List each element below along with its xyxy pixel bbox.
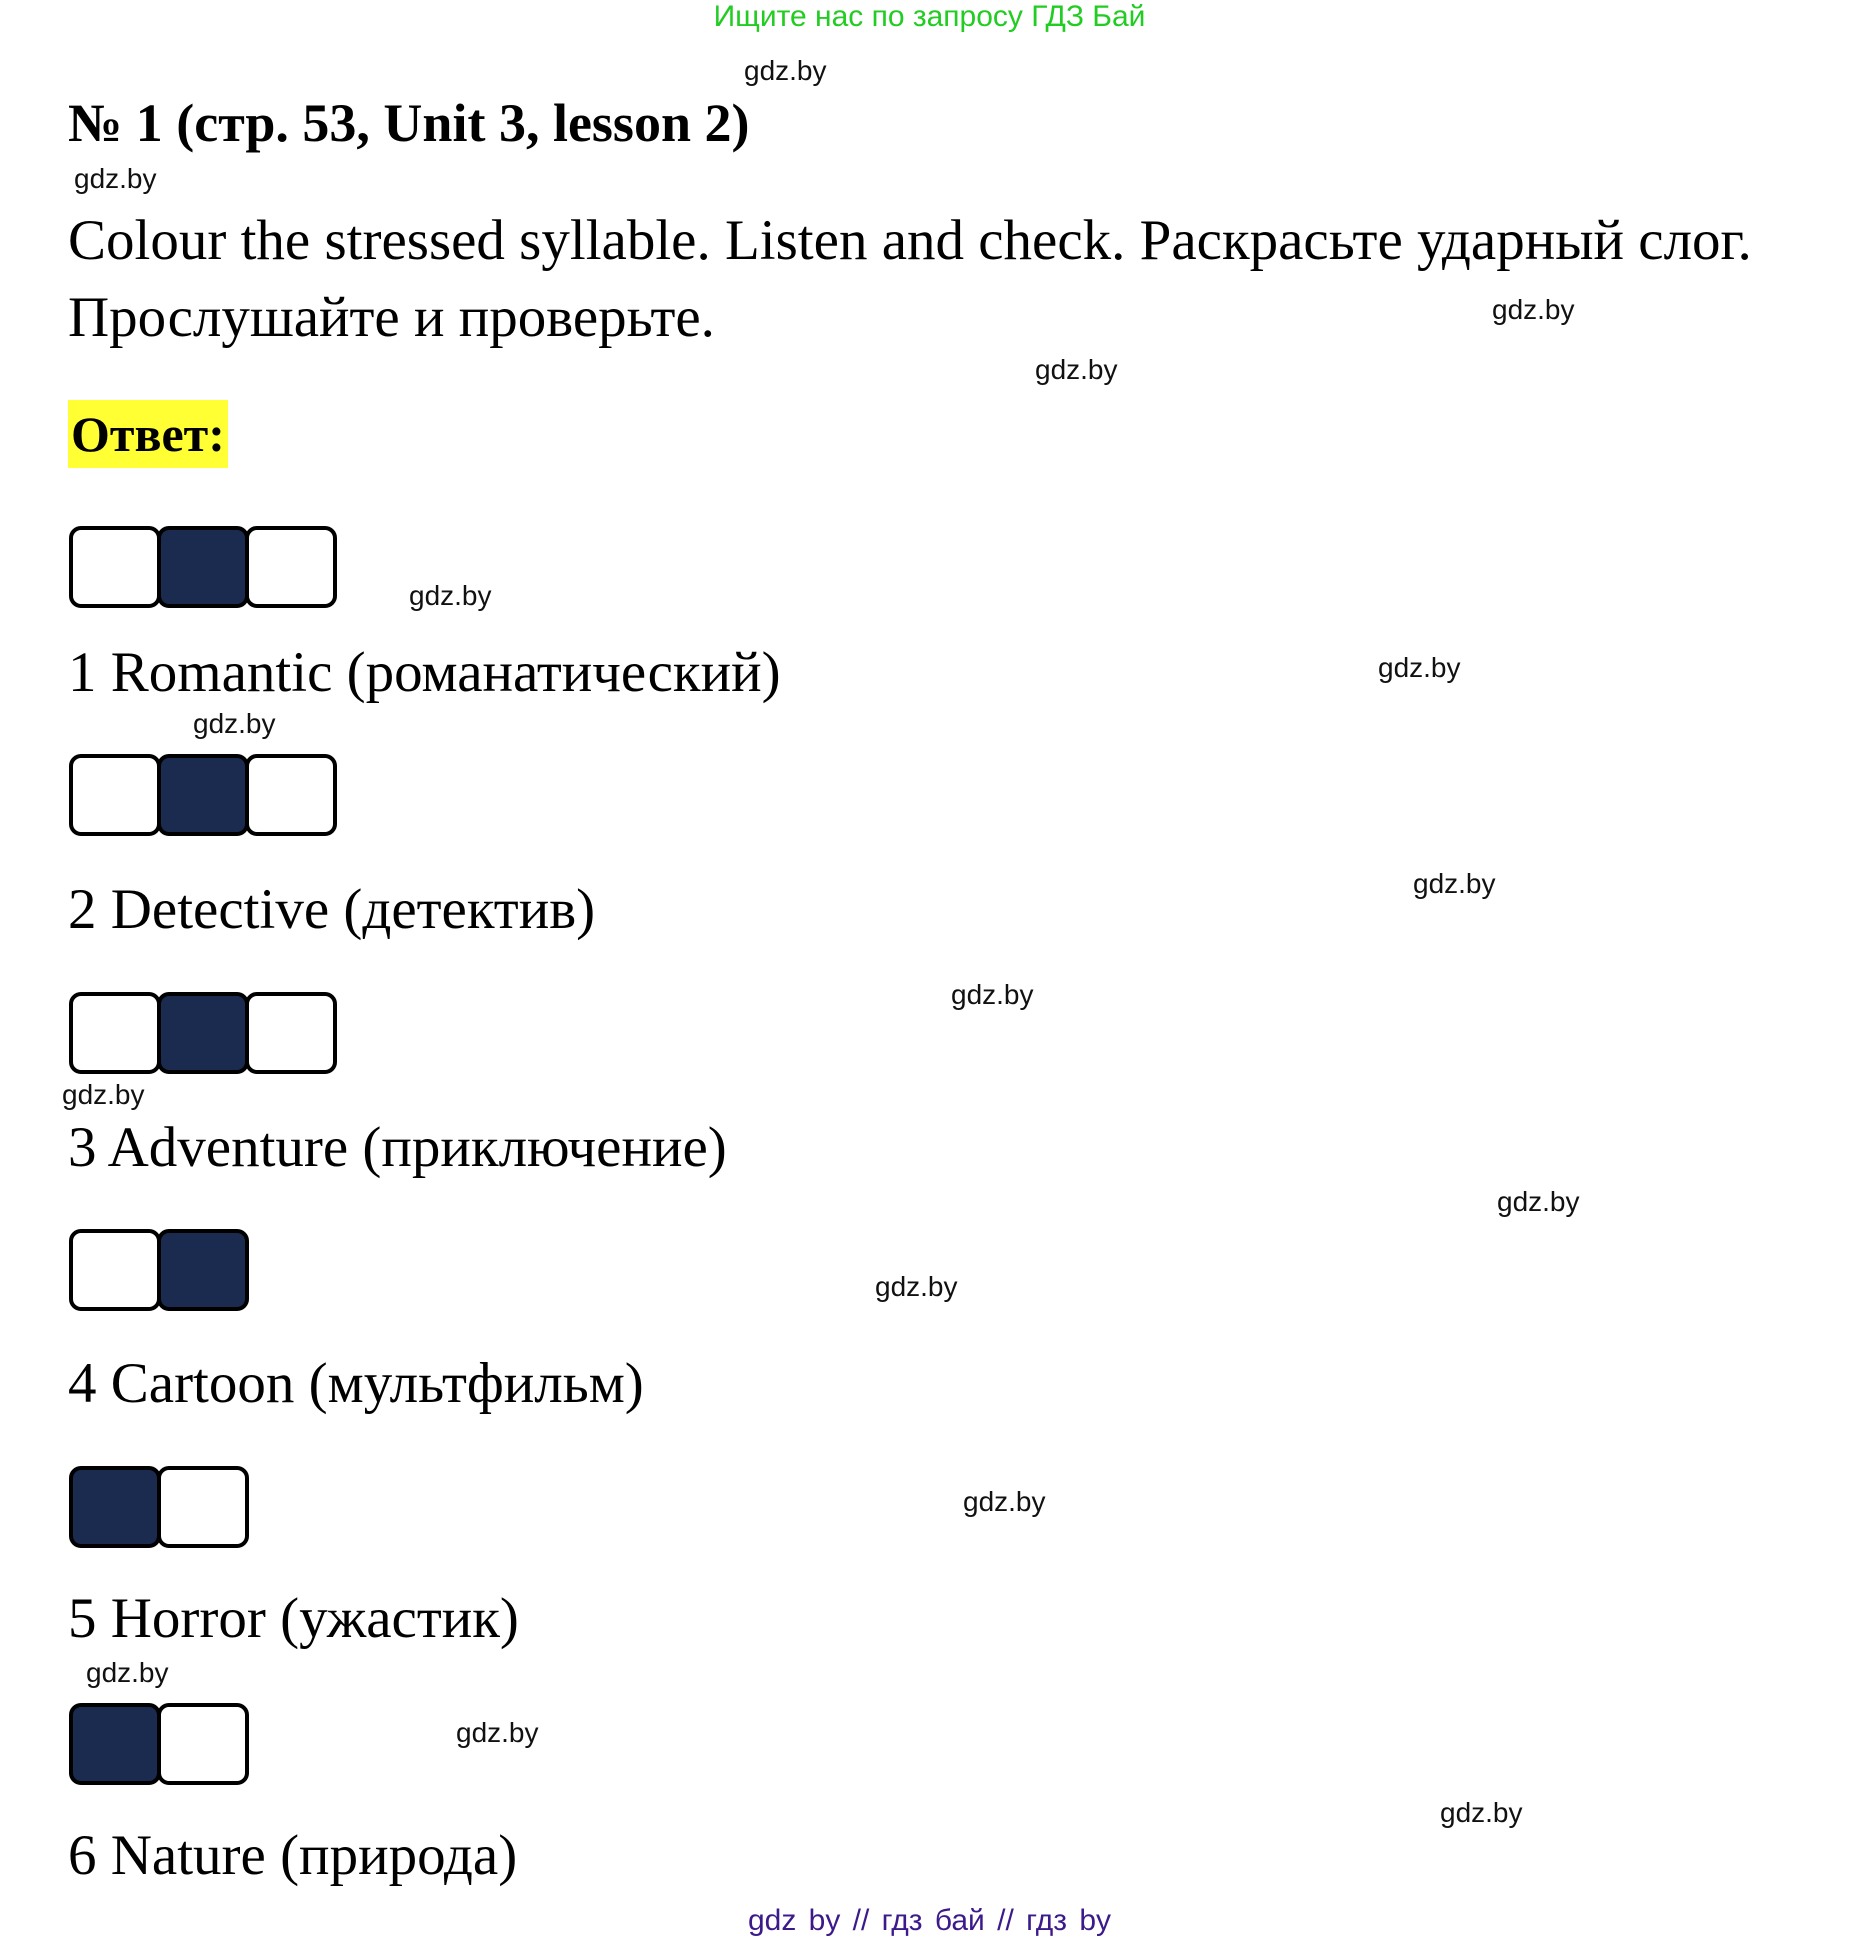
exercise-title: № 1 (стр. 53, Unit 3, lesson 2) bbox=[68, 93, 750, 153]
watermark: gdz.by bbox=[86, 1657, 169, 1688]
syllable-box-stressed[interactable] bbox=[157, 754, 249, 836]
watermark: gdz.by bbox=[875, 1271, 958, 1302]
item-2-label: 2 Detective (детектив) bbox=[68, 878, 596, 941]
watermark: gdz.by bbox=[1440, 1797, 1523, 1828]
watermark: gdz.by bbox=[74, 163, 157, 194]
item-6-label: 6 Nature (природа) bbox=[68, 1824, 518, 1887]
syllable-boxes-3 bbox=[69, 992, 333, 1074]
syllable-box[interactable] bbox=[157, 1703, 249, 1785]
syllable-boxes-5 bbox=[69, 1466, 245, 1548]
watermark: gdz.by bbox=[963, 1486, 1046, 1517]
syllable-box[interactable] bbox=[245, 526, 337, 608]
syllable-box[interactable] bbox=[245, 754, 337, 836]
syllable-boxes-1 bbox=[69, 526, 333, 608]
syllable-box-stressed[interactable] bbox=[157, 1229, 249, 1311]
watermark: gdz.by bbox=[1378, 652, 1461, 683]
syllable-box-stressed[interactable] bbox=[157, 992, 249, 1074]
watermark: gdz.by bbox=[1497, 1186, 1580, 1217]
watermark: gdz.by bbox=[409, 580, 492, 611]
syllable-box[interactable] bbox=[245, 992, 337, 1074]
item-4-label: 4 Cartoon (мультфильм) bbox=[68, 1352, 644, 1415]
footer-links: gdz by // гдз бай // гдз by bbox=[747, 1904, 1112, 1937]
syllable-boxes-4 bbox=[69, 1229, 245, 1311]
syllable-boxes-2 bbox=[69, 754, 333, 836]
syllable-box[interactable] bbox=[69, 526, 161, 608]
syllable-box[interactable] bbox=[157, 1466, 249, 1548]
item-5-label: 5 Horror (ужастик) bbox=[68, 1587, 519, 1650]
watermark: gdz.by bbox=[1492, 294, 1575, 325]
syllable-box-stressed[interactable] bbox=[157, 526, 249, 608]
watermark: gdz.by bbox=[193, 708, 276, 739]
syllable-box[interactable] bbox=[69, 1229, 161, 1311]
watermark: gdz.by bbox=[1035, 354, 1118, 385]
syllable-box-stressed[interactable] bbox=[69, 1703, 161, 1785]
watermark: gdz.by bbox=[62, 1079, 145, 1110]
instruction-line-1: Colour the stressed syllable. Listen and check. Раскрасьте ударный слог. bbox=[68, 209, 1752, 272]
watermark: gdz.by bbox=[744, 55, 827, 86]
watermark: gdz.by bbox=[951, 979, 1034, 1010]
syllable-boxes-6 bbox=[69, 1703, 245, 1785]
answer-label: Ответ: bbox=[68, 400, 228, 468]
syllable-box[interactable] bbox=[69, 992, 161, 1074]
watermark: gdz.by bbox=[1413, 868, 1496, 899]
syllable-box[interactable] bbox=[69, 754, 161, 836]
watermark: gdz.by bbox=[456, 1717, 539, 1748]
search-banner: Ищите нас по запросу ГДЗ Бай bbox=[713, 0, 1146, 33]
item-1-label: 1 Romantic (романатический) bbox=[68, 641, 781, 704]
item-3-label: 3 Adventure (приключение) bbox=[68, 1116, 727, 1179]
syllable-box-stressed[interactable] bbox=[69, 1466, 161, 1548]
instruction-line-2: Прослушайте и проверьте. bbox=[68, 286, 715, 349]
